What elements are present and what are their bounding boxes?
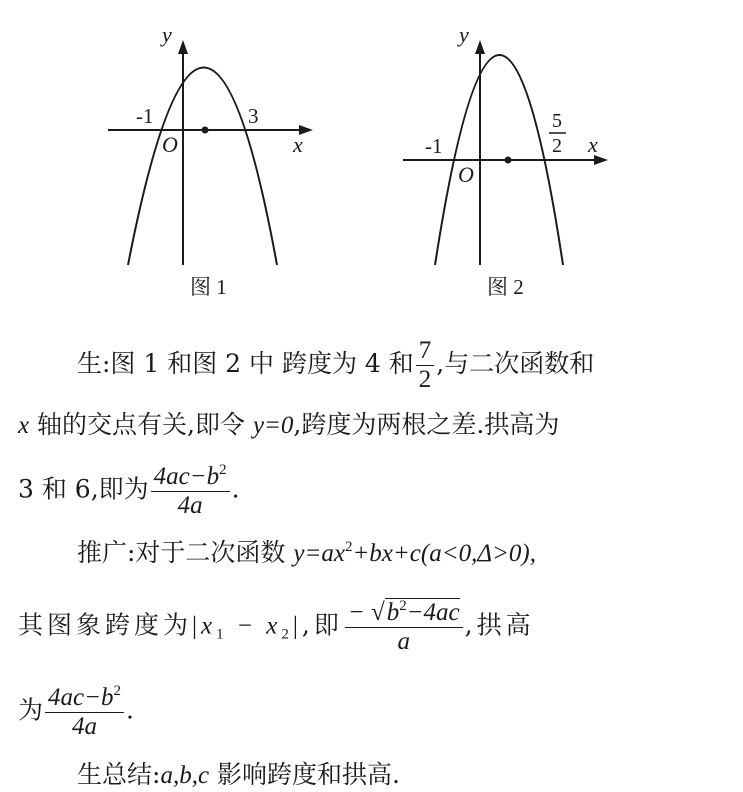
fig1-right-root: 3 [248, 104, 259, 128]
p4-condition: (a<0,Δ>0), [420, 540, 536, 567]
p3-text-a: 3 和 6,即为 [18, 474, 149, 504]
fig2-axis-point [505, 157, 512, 164]
paragraph-line-1 [77, 337, 743, 394]
figure-1 [100, 20, 330, 305]
p6-end: . [125, 695, 134, 725]
fig1-axis-point [202, 127, 209, 134]
p4-text-a: 推广:对于二次函数 [77, 538, 294, 567]
p2-text-b: ,跨度为两根之差.拱高为 [293, 410, 560, 439]
fig2-origin-label: O [458, 162, 474, 187]
fig2-caption: 图 2 [487, 275, 524, 299]
fig1-left-root: -1 [136, 104, 154, 128]
p3-end: . [231, 474, 240, 504]
p4-sup: 2 [344, 539, 353, 555]
paragraph-line-7 [77, 762, 743, 788]
p6-fraction: $\frac{4ac-b^2}{4a}$ [45, 683, 124, 741]
paragraph-line-5: 其图象跨度为$|x_1 - x_2|$,即 $\frac{- √b^2-4ac}{a}$ ,拱高 [18, 598, 535, 655]
p4-equation-2: +bx+c [352, 540, 421, 567]
p3-fraction: $\frac{4ac-b^2}{4a}$ [151, 462, 230, 520]
fig1-y-label: y [162, 22, 172, 47]
figure-2 [395, 20, 625, 305]
p4-equation: y=ax [293, 540, 345, 567]
fig2-right-root-num: 5 [552, 110, 562, 132]
p7-vars: a,b,c [160, 762, 210, 789]
p7-text-a: 生总结: [77, 760, 161, 789]
p7-text-b: 影响跨度和拱高. [209, 760, 400, 789]
p5-text-c: ,拱高 [464, 610, 535, 640]
p2-equation: y=0 [252, 412, 294, 439]
paragraph-line-6 [18, 683, 743, 741]
paragraph-line-4 [77, 540, 743, 566]
fig2-y-arrow-icon [475, 40, 485, 54]
p1-text-a: 生:图 1 和图 2 中 跨度为 4 和 [77, 349, 414, 379]
paragraph-line-2 [18, 412, 743, 438]
p5-text-a: 其图象跨度为 [18, 610, 193, 640]
fig2-x-label: x [588, 132, 598, 157]
p5-fraction: $\frac{- √b^2-4ac}{a}$ [345, 598, 463, 656]
fig2-y-label: y [459, 22, 469, 47]
fig1-x-label: x [293, 132, 303, 157]
p6-text-a: 为 [18, 695, 44, 725]
fig1-parabola [128, 68, 277, 266]
p5-text-b: ,即 [301, 610, 343, 640]
fig2-right-root-den: 2 [552, 135, 562, 157]
fig1-y-arrow-icon [178, 40, 188, 54]
p1-text-b: ,与二次函数和 [436, 349, 595, 379]
paragraph-line-3 [18, 462, 743, 520]
fig2-left-root: -1 [425, 134, 443, 158]
fig1-origin-label: O [162, 132, 178, 157]
fig1-caption: 图 1 [190, 275, 227, 299]
p1-fraction: $\frac{7}{2}$ [416, 337, 435, 394]
p2-text-a: 轴的交点有关,即令 [29, 410, 253, 439]
p2-x-var: x [18, 412, 30, 439]
